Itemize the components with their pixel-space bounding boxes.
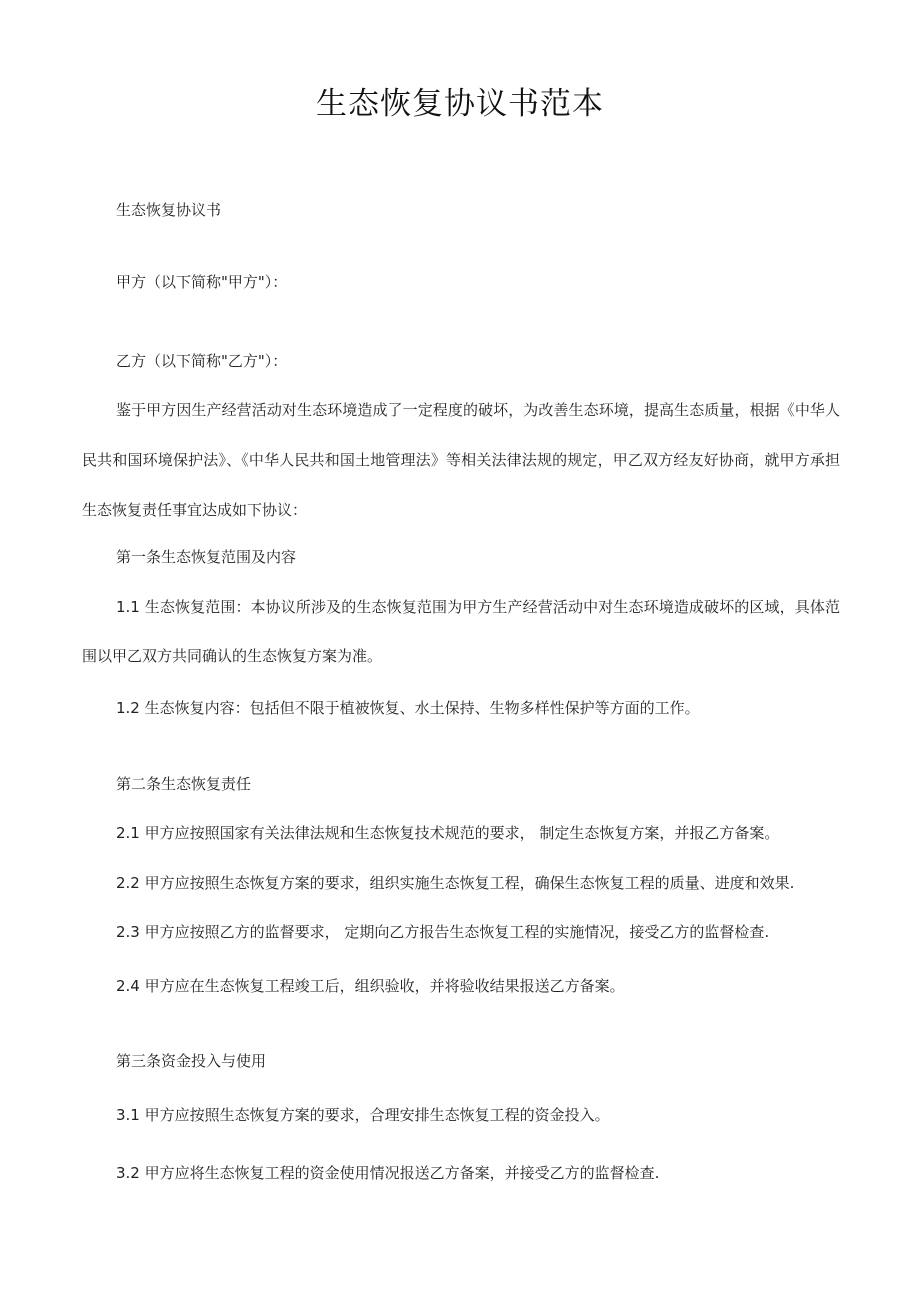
clause-2-4: 2.4 甲方应在生态恢复工程竣工后，组织验收，并将验收结果报送乙方备案。 [116, 977, 625, 995]
clause-1-1: 1.1 生态恢复范围：本协议所涉及的生态恢复范围为甲方生产经营活动中对生态环境造成破坏的区域，具体范围以甲乙双方共同确认的生态恢复方案为准。 [82, 598, 840, 665]
clause-2-1: 2.1 甲方应按照国家有关法律法规和生态恢复技术规范的要求， 制定生态恢复方案，并报乙方备案。 [116, 824, 780, 842]
clause-1-2: 1.2 生态恢复内容：包括但不限于植被恢复、水土保持、生物多样性保护等方面的工作。 [116, 699, 700, 717]
clause-3-2: 3.2 甲方应将生态恢复工程的资金使用情况报送乙方备案，并接受乙方的监督检查. [116, 1164, 660, 1182]
party-a-line: 甲方（以下简称"甲方"）： [116, 273, 288, 291]
clause-2-2: 2.2 甲方应按照生态恢复方案的要求，组织实施生态恢复工程，确保生态恢复工程的质量、进度和效果. [116, 874, 795, 892]
clause-3-1: 3.1 甲方应按照生态恢复方案的要求，合理安排生态恢复工程的资金投入。 [116, 1106, 610, 1124]
article-1-heading: 第一条生态恢复范围及内容 [116, 548, 297, 566]
article-3-heading: 第三条资金投入与使用 [116, 1052, 267, 1070]
preamble-paragraph: 鉴于甲方因生产经营活动对生态环境造成了一定程度的破坏，为改善生态环境，提高生态质量，根据《中华人民共和国环境保护法》、《中华人民共和国土地管理法》等相关法律法规的规定，甲乙双方经友好协商，就甲方承担生态恢复责任事宜达成如下协议： [82, 401, 840, 519]
clause-2-3: 2.3 甲方应按照乙方的监督要求， 定期向乙方报告生态恢复工程的实施情况，接受乙方的监督检查. [116, 923, 770, 941]
article-2-heading: 第二条生态恢复责任 [116, 775, 252, 793]
party-b-line: 乙方（以下简称"乙方"）： [116, 352, 288, 370]
document-title: 生态恢复协议书范本 [316, 86, 604, 122]
agreement-heading: 生态恢复协议书 [116, 201, 222, 219]
